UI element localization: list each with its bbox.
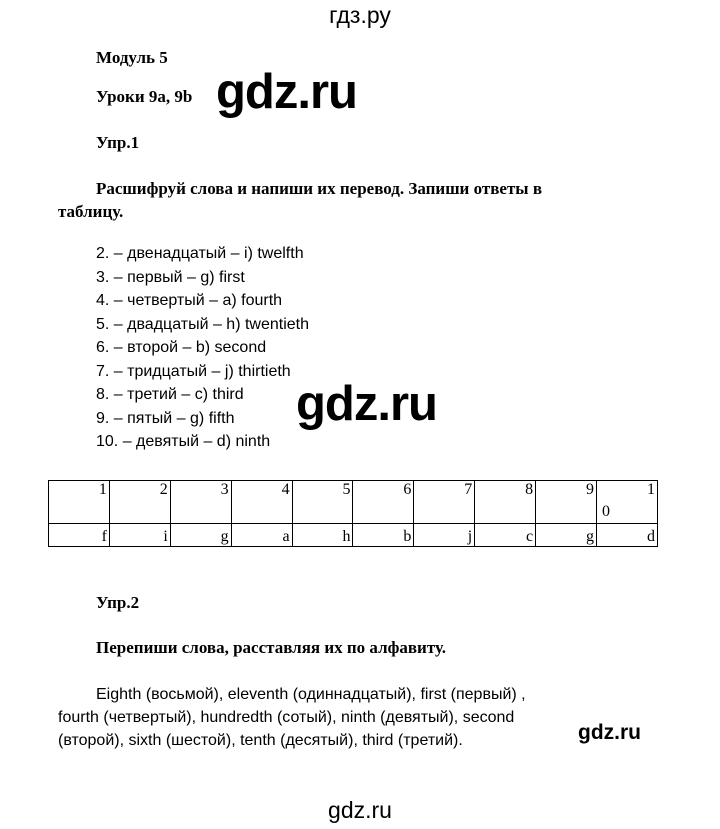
list-item: 8. – третий – c) third	[96, 386, 244, 403]
watermark-footer: gdz.ru	[328, 797, 392, 823]
answer-table	[48, 480, 658, 547]
exercise-2-task: Перепиши слова, расставляя их по алфавиту.	[96, 638, 447, 657]
table-cell-number: 7	[414, 481, 475, 524]
table-cell-number: 5	[292, 481, 353, 524]
list-item: 9. – пятый – g) fifth	[96, 410, 235, 427]
table-cell-number-part-2: 0	[602, 503, 611, 520]
watermark-logo-middle: gdz.ru	[296, 377, 437, 431]
table-cell-letter: f	[49, 524, 110, 547]
table-row-letters	[49, 524, 658, 547]
exercise-1-title: Упр.1	[96, 133, 140, 152]
table-row-numbers	[49, 481, 658, 524]
list-item: 6. – второй – b) second	[96, 339, 267, 356]
list-item: 5. – двадцатый – h) twentieth	[96, 316, 309, 333]
exercise-1-task-line-2: таблицу.	[58, 202, 124, 221]
table-cell-letter: d	[597, 524, 658, 547]
exercise-2-answer-line-3: (второй), sixth (шестой), tenth (десятый), third (третий).	[58, 732, 463, 749]
list-item: 2. – двенадцатый – i) twelfth	[96, 245, 304, 262]
exercise-2-title: Упр.2	[96, 593, 140, 612]
lessons-title: Уроки 9a, 9b	[96, 87, 193, 106]
table-cell-number-10	[597, 481, 658, 524]
table-cell-number: 6	[353, 481, 414, 524]
site-header: гдз.ру	[329, 2, 391, 28]
table-cell-number: 4	[231, 481, 292, 524]
table-cell-number-part-1: 1	[647, 481, 655, 498]
table-cell-letter: i	[109, 524, 170, 547]
table-cell-letter: g	[170, 524, 231, 547]
table-cell-number: 3	[170, 481, 231, 524]
exercise-2-answer-line-1: Eighth (восьмой), eleventh (одиннадцатый), first (первый) ,	[96, 686, 526, 703]
table-cell-number: 8	[475, 481, 536, 524]
exercise-1-task-line-1: Расшифруй слова и напиши их перевод. Запиши ответы в	[96, 179, 543, 198]
watermark-logo-top: gdz.ru	[216, 65, 357, 119]
list-item: 4. – четвертый – a) fourth	[96, 292, 283, 309]
table-cell-letter: c	[475, 524, 536, 547]
table-cell-number: 1	[49, 481, 110, 524]
table-cell-letter: g	[536, 524, 597, 547]
list-item: 3. – первый – g) first	[96, 269, 245, 286]
table-cell-number: 2	[109, 481, 170, 524]
exercise-2-answer-line-2: fourth (четвертый), hundredth (сотый), ninth (девятый), second	[58, 709, 515, 726]
table-cell-letter: b	[353, 524, 414, 547]
module-title: Модуль 5	[96, 48, 168, 67]
watermark-logo-small: gdz.ru	[578, 721, 641, 744]
table-cell-letter: h	[292, 524, 353, 547]
list-item: 10. – девятый – d) ninth	[96, 433, 271, 450]
table-cell-letter: a	[231, 524, 292, 547]
table-cell-number: 9	[536, 481, 597, 524]
list-item: 7. – тридцатый – j) thirtieth	[96, 363, 291, 380]
table-cell-letter: j	[414, 524, 475, 547]
